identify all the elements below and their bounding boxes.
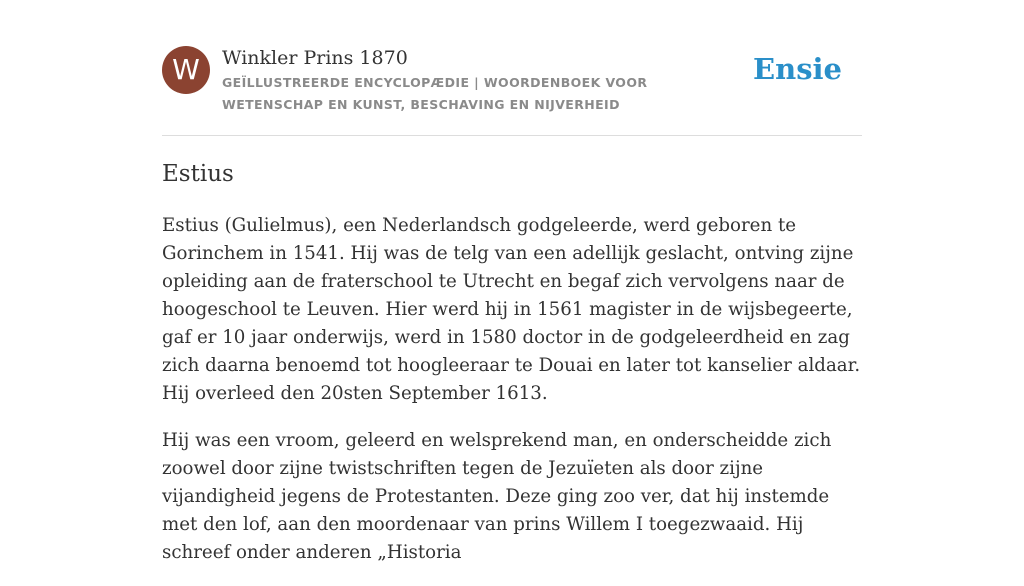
source-subtitle: GEÏLLUSTREERDE ENCYCLOPÆDIE | WOORDENBOEK VOOR WETENSCHAP EN KUNST, BESCHAVING EN NIJVERHEID [222,75,648,112]
entry-title: Estius [162,161,234,187]
header-divider [162,135,862,136]
entry-body [162,212,864,586]
entry-paragraph: Estius (Gulielmus), een Nederlandsch godgeleerde, werd geboren te Gorinchem in 1541. Hij was de telg van een adellijk geslacht, ontving zijne opleiding aan de fraterschool te Utrecht en begaf zich vervolgens naar de hoogeschool te Leuven. Hier werd hij in 1561 magister in de wijsbegeerte, gaf er 10 jaar onderwijs, werd in 1580 doctor in de godgeleerdheid en zag zich daarna benoemd tot hoogleeraar te Douai en later tot kanselier aldaar. Hij overleed den 20sten September 1613. [162,215,861,404]
entry-paragraph: Hij was een vroom, geleerd en welsprekend man, en onderscheidde zich zoowel door zijne twistschriften tegen de Jezuïeten als door zijne vijandigheid jegens de Protestanten. Deze ging zoo ver, dat hij instemde met den lof, aan den moordenaar van prins Willem I toegezwaaid. Hij schreef onder anderen „Historia [162,430,832,563]
source-header [162,46,862,116]
source-title[interactable]: Winkler Prins 1870 [222,47,408,69]
source-avatar[interactable]: W [162,46,210,94]
ensie-logo-link[interactable]: Ensie [753,52,842,86]
